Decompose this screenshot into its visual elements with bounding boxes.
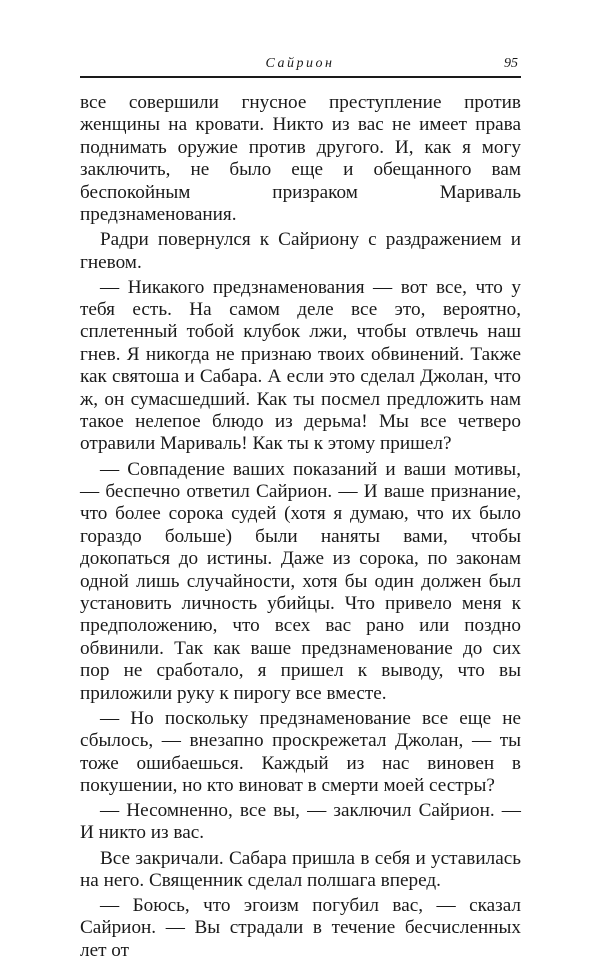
paragraph-4: — Совпадение ваших показаний и ваши мотивы, — беспечно ответил Сайрион. — И ваше признание, что более сорока судей (хотя я думаю, что их было гораздо больше) были наняты вами, чтобы докопаться до истины. Даже из сорока, по законам одной лишь случайности, хотя бы один должен был установить личность убийцы. Что привело меня к предположению, что всех вас рано или поздно обвинили. Так как ваше предзнаменование до сих пор не сработало, я пришел к выводу, что вы приложили руку к пирогу все вместе. xyxy=(80,458,521,704)
paragraph-2: Радри повернулся к Сайриону с раздражением и гневом. xyxy=(80,229,521,273)
paragraph-8: — Боюсь, что эгоизм погубил вас, — сказал Сайрион. — Вы страдали в течение бесчисленных лет от xyxy=(80,895,521,961)
body-text xyxy=(80,92,521,965)
header-rule xyxy=(80,76,521,78)
paragraph-5: — Но поскольку предзнаменование все еще не сбылось, — внезапно проскрежетал Джолан, — ты тоже ошибаешься. Каждый из нас виновен в покушении, но кто виноват в смерти моей сестры? xyxy=(80,707,521,796)
paragraph-3: — Никакого предзнаменования — вот все, что у тебя есть. На самом деле все это, вероятно, сплетенный тобой клубок лжи, чтобы отвлечь наш гнев. Я никогда не признаю твоих обвинений. Также как святоша и Сабара. А если это сделал Джолан, что ж, он сумасшедший. Как ты посмел предложить нам такое нелепое блюдо из дерьма! Мы все четверо отравили Мариваль! Как ты к этому пришел? xyxy=(80,276,521,455)
paragraph-7: Все закричали. Сабара пришла в себя и уставилась на него. Священник сделал полшага вперед. xyxy=(80,847,521,891)
paragraph-6: — Несомненно, все вы, — заключил Сайрион. — И никто из вас. xyxy=(80,800,521,844)
running-title: Сайрион xyxy=(265,56,335,71)
paragraph-1: все совершили гнусное преступление против женщины на кровати. Никто из вас не имеет права поднимать оружие против другого. И, как я могу заключить, не было еще и обещанного вам беспокойным призраком Мариваль предзнаменования. xyxy=(80,92,521,226)
page-header xyxy=(80,56,520,76)
page-number: 95 xyxy=(504,56,518,71)
